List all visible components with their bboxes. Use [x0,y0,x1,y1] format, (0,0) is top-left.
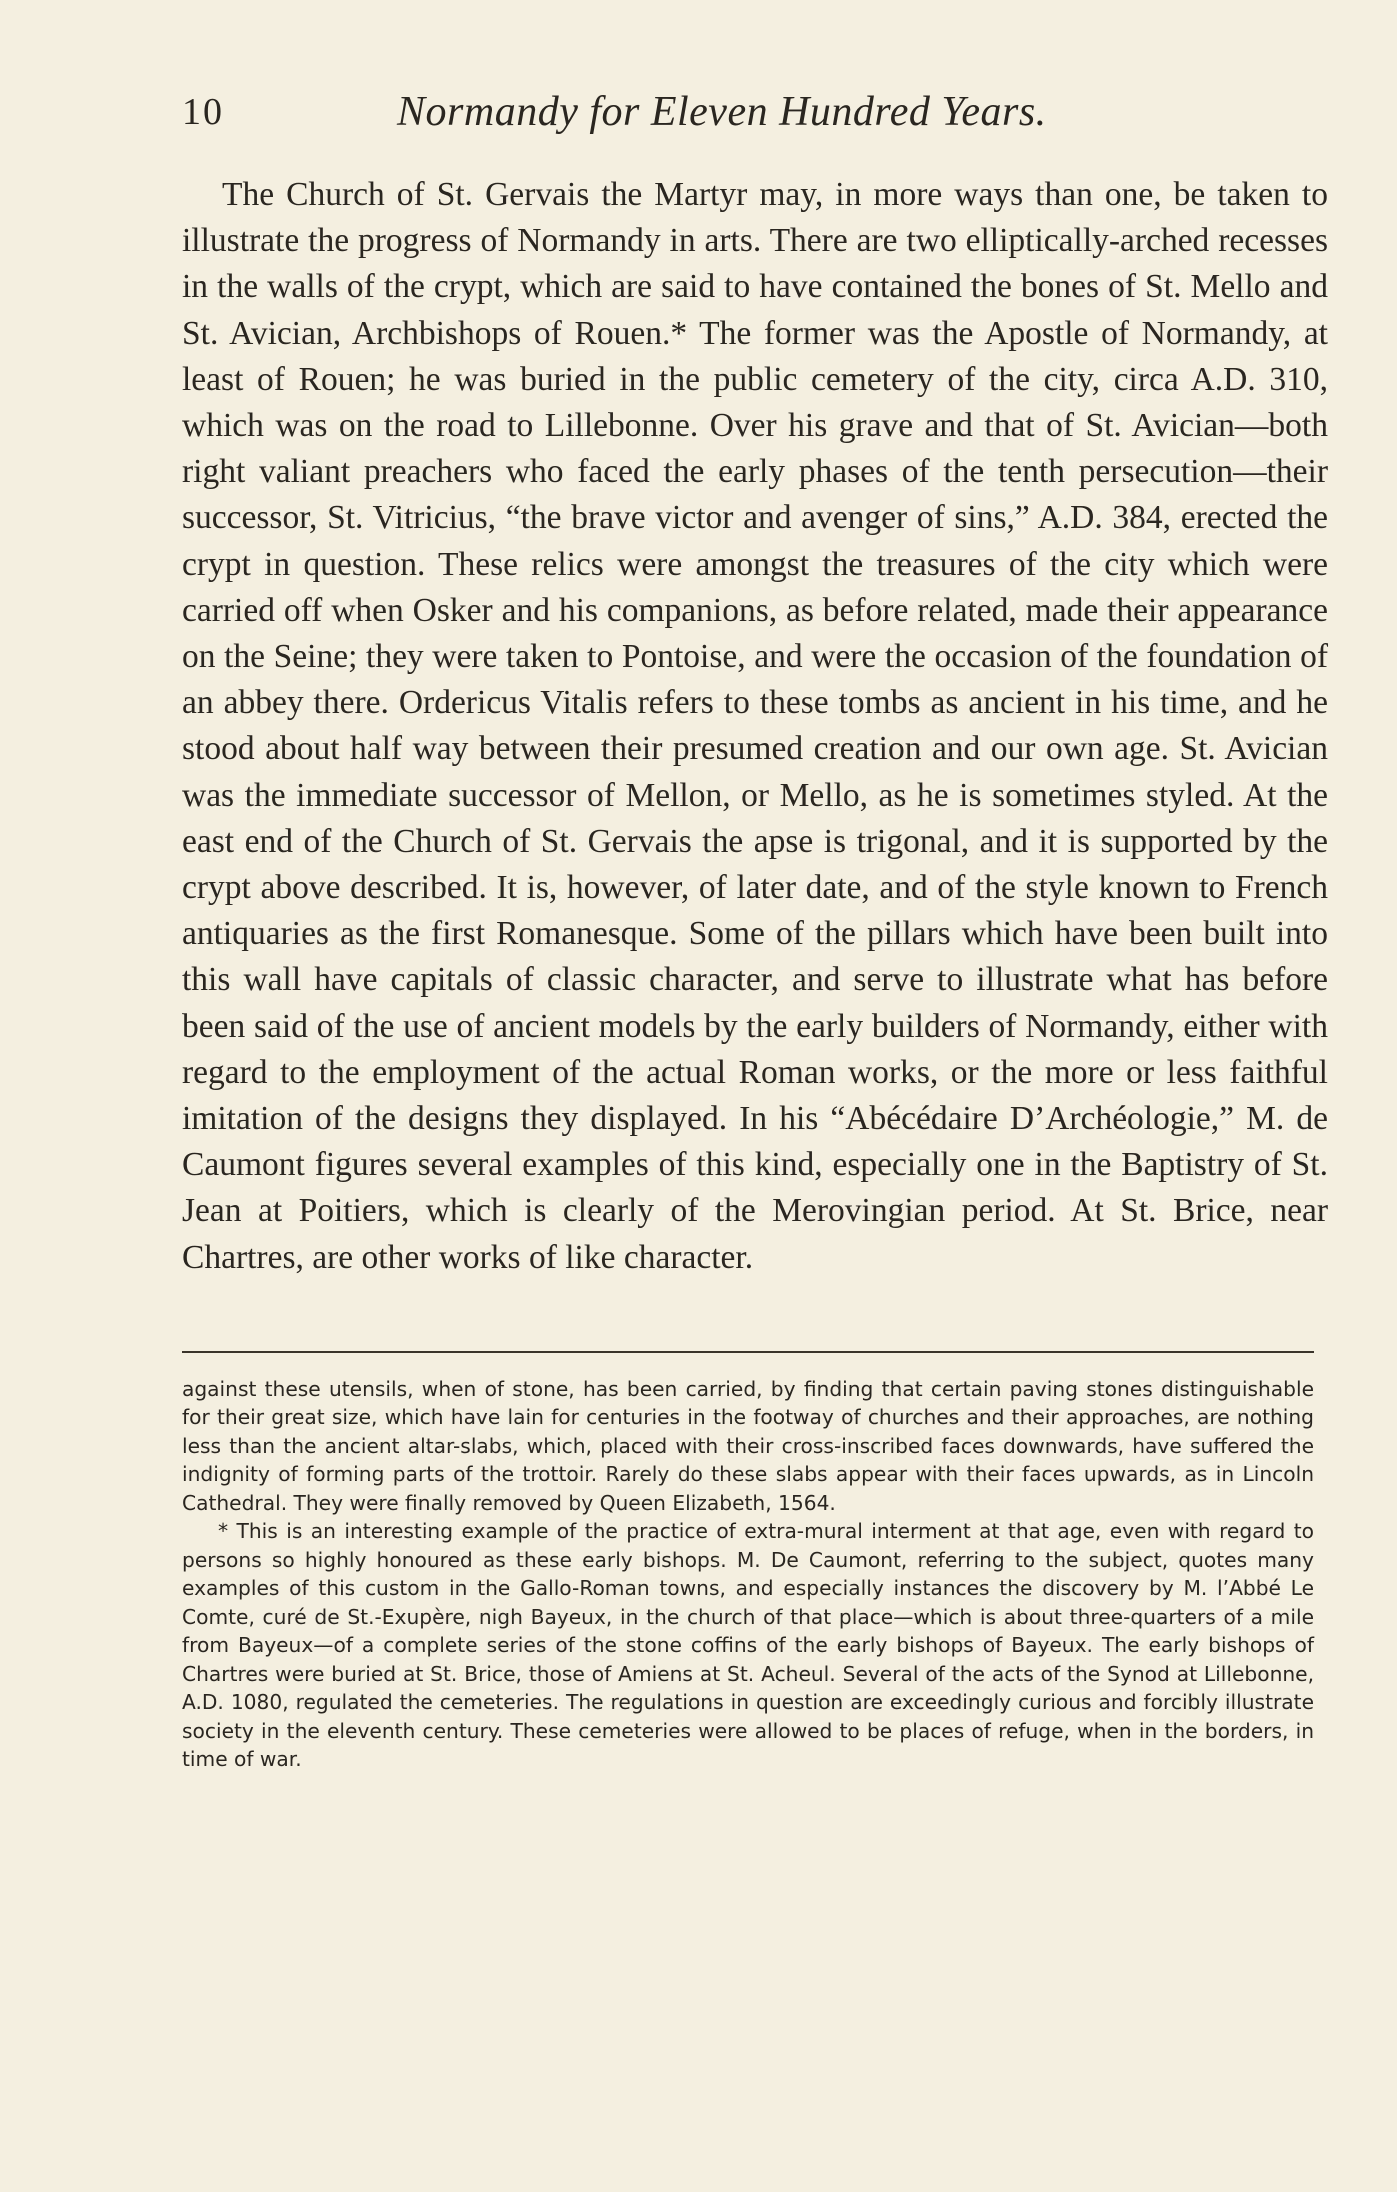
footnote-continued: against these utensils, when of stone, has been carried, by finding that certain paving stones distinguishable for their great size, which have lain for centuries in the footway of churches and their approaches, are nothing less than the ancient altar-slabs, which, placed with their cross-inscribed faces downwards, have suffered the indignity of forming parts of the trottoir. Rarely do these slabs appear with their faces upwards, as in Lincoln Cathedral. They were finally removed by Queen Elizabeth, 1564. [182,1376,1314,1515]
running-title: Normandy for Eleven Hundred Years. [397,89,1047,135]
page-number: 10 [182,91,224,133]
body-paragraph: The Church of St. Gervais the Martyr may, in more ways than one, be taken to illustrate the progress of Normandy in arts. There are two elliptically-arched recesses in the walls of the crypt, which are said to have contained the bones of St. Mello and St. Avician, Archbishops of Rouen.* The former was the Apostle of Normandy, at least of Rouen; he was buried in the public cemetery of the city, circa A.D. 310, which was on the road to Lillebonne. Over his grave and that of St. Avician—both right valiant preachers who faced the early phases of the tenth persecution—their successor, St. Vitricius, “the brave victor and avenger of sins,” A.D. 384, erected the crypt in question. These relics were amongst the treasures of the city which were carried off when Osker and his companions, as before related, made their appearance on the Seine; they were taken to Pontoise, and were the occasion of the foundation of an abbey there. Ordericus Vitalis refers to these tombs as ancient in his time, and he stood about half way between their presumed creation and our own age. St. Avician was the immediate successor of Mellon, or Mello, as he is sometimes styled. At the east end of the Church of St. Gervais the apse is trigonal, and it is supported by the crypt above described. It is, however, of later date, and of the style known to French antiquaries as the first Romanesque. Some of the pillars which have been built into this wall have capitals of classic character, and serve to illustrate what has before been said of the use of ancient models by the early builders of Normandy, either with regard to the employment of the actual Roman works, or the more or less faithful imitation of the designs they displayed. In his “Abécédaire D’Archéologie,” M. de Caumont figures several examples of this kind, especially one in the Baptistry of St. Jean at Poitiers, which is clearly of the Merovingian period. At St. Brice, near Chartres, are other works of like character. [182,176,1328,1276]
footnote-asterisk: * This is an interesting example of the practice of extra-mural interment at that age, even with regard to persons so highly honoured as these early bishops. M. De Caumont, referring to the subject, quotes many examples of this custom in the Gallo-Roman towns, and especially instances the discovery by M. l’Abbé Le Comte, curé de St.-Exupère, nigh Bayeux, in the church of that place—which is about three-quarters of a mile from Bayeux—of a complete series of the stone coffins of the early bishops of Bayeux. The early bishops of Chartres were buried at St. Brice, those of Amiens at St. Acheul. Several of the acts of the Synod at Lillebonne, A.D. 1080, regulated the cemeteries. The regulations in question are exceedingly curious and forcibly illustrate society in the eleventh century. These cemeteries were allowed to be places of refuge, when in the borders, in time of war. [182,1519,1314,1772]
footnotes [182,1375,1314,1774]
page-header [182,80,1328,150]
book-page [182,80,1328,1774]
footnote-divider [182,1351,1314,1353]
